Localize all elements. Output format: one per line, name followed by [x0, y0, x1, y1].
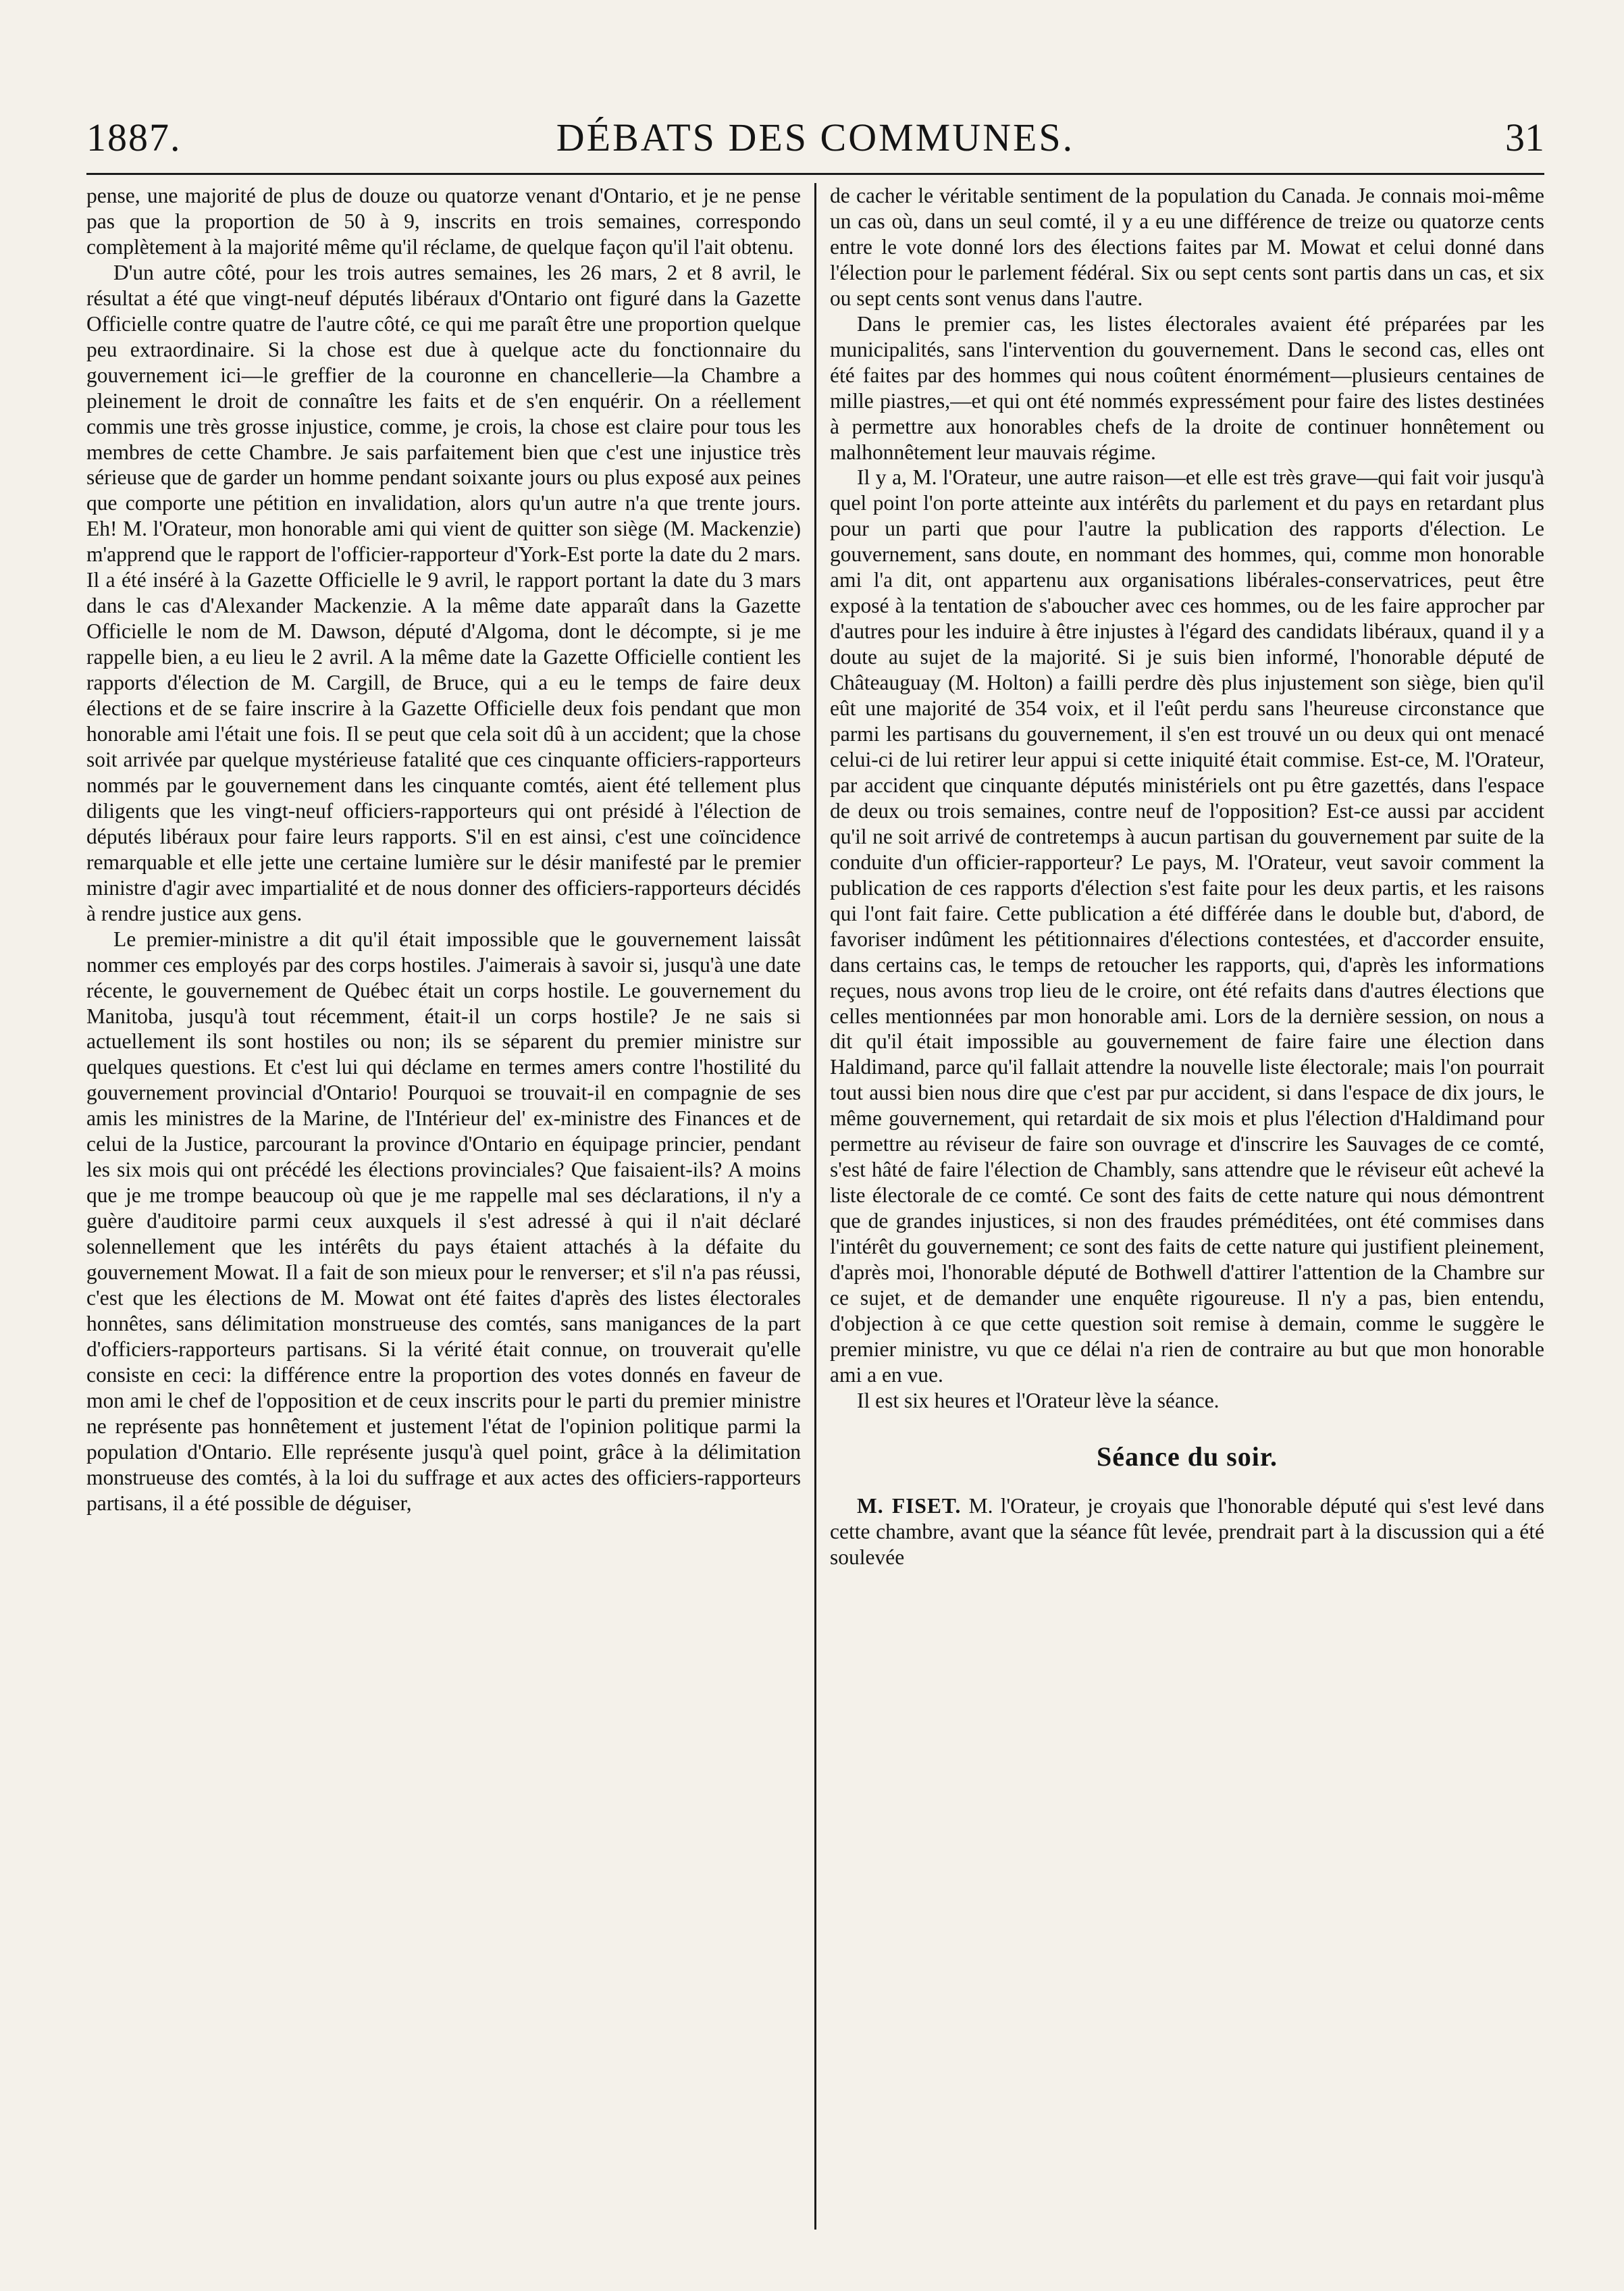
speaker-name: M. FISET. [856, 1493, 962, 1518]
header-title: DÉBATS DES COMMUNES. [556, 115, 1075, 159]
paragraph: D'un autre côté, pour les trois autres semaines, les 26 mars, 2 et 8 avril, le résultat a été que vingt-neuf députés libéraux d'Ontario ont figuré dans la Gazette Officielle contre quatre de l'autre côté, ce qui me paraît être une proportion quelque peu extraordinaire. Si la chose est due à quelque acte du fonctionnaire du gouvernement ici—le greffier de la couronne en chancellerie—la Chambre a pleinement le droit de connaître les faits et de s'en enquérir. On a réellement commis une très grosse injustice, comme, je crois, la chose est claire pour tous les membres de cette Chambre. Je sais parfaitement bien que c'est une injustice très sérieuse que de garder un homme pendant soixante jours ou plus exposé aux peines que comporte une pétition en invalidation, alors qu'un autre n'a que trente jours. Eh! M. l'Orateur, mon honorable ami qui vient de quitter son siège (M. Mackenzie) m'apprend que le rapport de l'officier-rapporteur d'York-Est porte la date du 2 mars. Il a été inséré à la Gazette Officielle le 9 avril, le rapport portant la date du 3 mars dans le cas d'Alexander Mackenzie. A la même date apparaît dans la Gazette Officielle le nom de M. Dawson, député d'Algoma, dont le décompte, si je me rappelle bien, a eu lieu le 2 avril. A la même date la Gazette Officielle contient les rapports d'élection de M. Cargill, de Bruce, qui a eu le temps de faire deux élections et de se faire inscrire à la Gazette Officielle deux fois pendant que mon honorable ami l'était une fois. Il se peut que cela soit dû à un accident; que la chose soit arrivée par quelque mystérieuse fatalité que ces cinquante officiers-rapporteurs nommés par le gouvernement dans les cinquante comtés, aient été tellement plus diligents que les vingt-neuf officiers-rapporteurs qui ont présidé à l'élection de députés libéraux pour faire leurs rapports. S'il en est ainsi, c'est une coïncidence remarquable et elle jette une certaine lumière sur le désir manifesté par le premier ministre d'agir avec impartialité et de nous donner des officiers-rapporteurs décidés à rendre justice aux gens. [86, 260, 801, 925]
paragraph: Le premier-ministre a dit qu'il était impossible que le gouvernement laissât nommer ces employés par des corps hostiles. J'aimerais à savoir si, jusqu'à une date récente, le gouvernement de Québec était un corps hostile. Le gouvernement du Manitoba, jusqu'à tout récemment, était-il un corps hostile? Je ne sais si actuellement ils sont hostiles ou non; ils se séparent du premier ministre sur quelques questions. Et c'est lui qui déclame en termes amers contre l'hostilité du gouvernement provincial d'Ontario! Pourquoi se trouvait-il en compagnie de ses amis les ministres de la Marine, de l'Intérieur del' ex-ministre des Finances et de celui de la Justice, parcourant la province d'Ontario en équipage princier, pendant les six mois qui ont précédé les élections provinciales? Que faisaient-ils? A moins que je me trompe beaucoup où que je me rappelle mal ses déclarations, il n'y a guère d'auditoire parmi ceux auxquels il s'est adressé à qui il n'ait déclaré solennellement que les intérêts du pays étaient attachés à la défaite du gouvernement Mowat. Il a fait de son mieux pour le renverser; et s'il n'a pas réussi, c'est que les élections de M. Mowat ont été faites d'après des listes électorales honnêtes, sans délimitation monstrueuse des comtés, sans manigances de la part d'officiers-rapporteurs partisans. Si la vérité était connue, on trouverait qu'elle consiste en ceci: la différence entre la proportion des votes donnés en faveur de mon ami le chef de l'opposition et de ceux inscrits pour le parti du premier ministre ne représente pas honnêtement et justement l'état de l'opinion politique parmi la population d'Ontario. Elle représente jusqu'à quel point, grâce à la délimitation monstrueuse des comtés, à la loi du suffrage et aux actes des officiers-rapporteurs partisans, il a été possible de déguiser, [86, 927, 801, 1515]
paragraph: Dans le premier cas, les listes électorales avaient été préparées par les municipalités, sans l'intervention du gouvernement. Dans le second cas, elles ont été faites par des hommes qui nous coûtent énormément—plusieurs centaines de mille piastres,—et qui ont été nommés expressément pour faire des listes destinées à permettre aux honorables chefs de la droite de continuer honnêtement ou malhonnêtement leur mauvais régime. [829, 311, 1544, 464]
page-header [86, 101, 1544, 169]
header-page-number: 31 [1505, 115, 1544, 159]
paragraph: Il est six heures et l'Orateur lève la séance. [856, 1388, 1220, 1412]
left-column [86, 183, 814, 2230]
speaker-paragraph [830, 1493, 1544, 1570]
paragraph: Il y a, M. l'Orateur, une autre raison—et elle est très grave—qui fait voir jusqu'à quel point l'on porte atteinte aux intérêts du parlement et du pays en retardant plus pour un parti que pour l'autre la publication des rapports d'élection. Le gouvernement, sans doute, en nommant des hommes, qui, comme mon honorable ami l'a dit, ont appartenu aux organisations libérales-conservatrices, peut être exposé à la tentation de s'aboucher avec ces hommes, ou de les faire approcher par d'autres pour les induire à être injustes à l'égard des candidats libéraux, quand il y a doute au sujet de la majorité. Si je suis bien informé, l'honorable député de Châteauguay (M. Holton) a failli perdre dès plus injustement son siège, bien qu'il eût une majorité de 354 voix, et il l'eût perdu sans l'heureuse circonstance que parmi les partisans du gouvernement, il s'en est trouvé un ou deux qui ont menacé celui-ci de lui retirer leur appui si cette iniquité était commise. Est-ce, M. l'Orateur, par accident que cinquante députés ministériels ont pu être gazettés, dans l'espace de deux ou trois semaines, contre neuf de l'opposition? Est-ce aussi par accident qu'il ne soit arrivé de contretemps à aucun partisan du gouvernement par suite de la conduite d'un officier-rapporteur? Le pays, M. l'Orateur, veut savoir comment la publication de ces rapports d'élection s'est faite pour les deux partis, et les raisons qui l'ont fait faire. Cette publication a été différée dans le double but, d'abord, de favoriser indûment les pétitionnaires d'élections contestées, et d'accorder ensuite, dans certains cas, le temps de retoucher les rapports, qui, d'après les informations reçues, nous avons trop lieu de le croire, ont été refaits dans d'autres élections que celles mentionnées par mon honorable ami. Lors de la dernière session, on nous a dit qu'il était impossible au gouvernement de faire faire une élection dans Haldimand, parce qu'il fallait attendre la nouvelle liste électorale; mais l'on pourrait tout aussi bien nous dire que c'est par pur accident, si dans l'espace de dix jours, le même gouvernement, qui retardait de six mois et plus l'élection d'Haldimand pour permettre au réviseur de faire son ouvrage et d'inscrire les Sauvages de ce comté, s'est hâté de faire l'élection de Chambly, sans attendre que le réviseur eût achevé la liste électorale de ce comté. Ce sont des faits de cette nature qui nous démontrent que de grandes injustices, si non des fraudes préméditées, ont été commises dans l'intérêt du gouvernement; ce sont des faits de cette nature qui justifient pleinement, d'après moi, l'honorable député de Bothwell d'attirer l'attention de la Chambre sur ce sujet, et de demander une enquête rigoureuse. Il n'y a pas, bien entendu, d'objection à ce que cette question soit remise à demain, comme le suggère le premier ministre, vu que ce délai n'a rien de contraire au but que mon honorable ami a en vue. [829, 465, 1544, 1387]
speaker-text: M. l'Orateur, je croyais que l'honorable député qui s'est levé dans cette chambre, avant que la séance fût levée, prendrait part à la discussion qui a été soulevée [829, 1493, 1544, 1569]
section-title: Séance du soir. [1096, 1441, 1278, 1472]
paragraph: de cacher le véritable sentiment de la population du Canada. Je connais moi-même un cas où, dans un seul comté, il y a eu une différence de treize ou quatorze cents entre le vote donné lors des élections faites par M. Mowat et celui donné dans l'élection pour le parlement fédéral. Six ou sept cents sont partis dans un cas, et six ou sept cents sont venus dans l'autre. [829, 184, 1544, 310]
text-columns [86, 183, 1544, 2230]
header-rule [86, 173, 1544, 175]
header-year: 1887. [86, 115, 182, 159]
paragraph: pense, une majorité de plus de douze ou quatorze venant d'Ontario, et je ne pense pas que la proportion de 50 à 9, inscrits en trois semaines, correspondo complètement à la majorité même qu'il réclame, de quelque façon qu'il l'ait obtenu. [86, 184, 801, 259]
right-column [816, 183, 1544, 2230]
